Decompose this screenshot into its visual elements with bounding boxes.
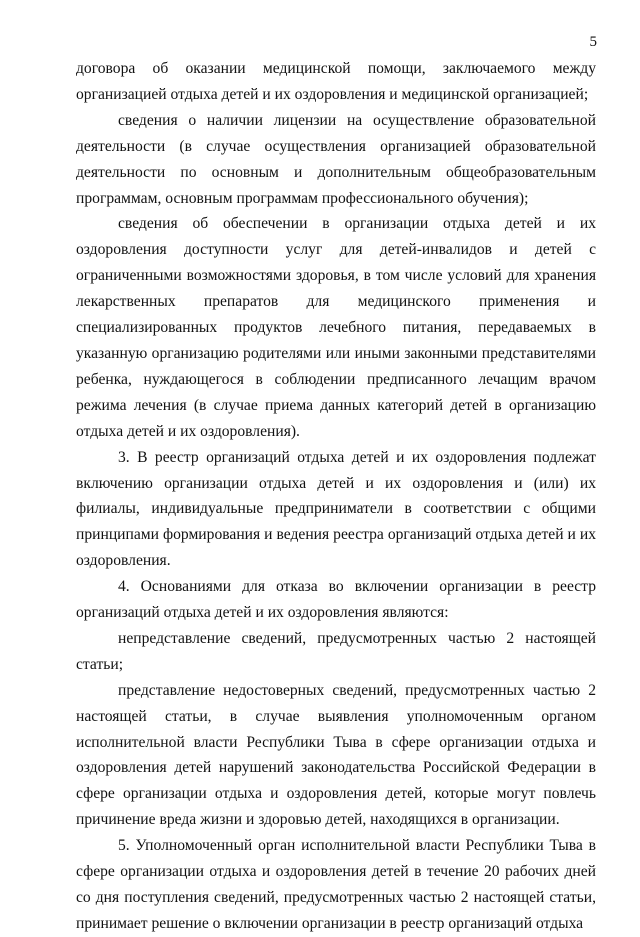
- paragraph-refusal-reason-1: непредставление сведений, предусмотренных частью 2 настоящей статьи;: [76, 629, 596, 673]
- paragraph-section-3: 3. В реестр организаций отдыха детей и их оздоровления подлежат включению организации отдыха детей и их оздоровления и (или) их филиалы, индивидуальные предприниматели в соответствии с общими принципами формирования и ведения реестра организаций отдыха детей и их оздоровления.: [76, 448, 596, 570]
- paragraph-section-5: 5. Уполномоченный орган исполнительной власти Республики Тыва в сфере организации отдыха и оздоровления детей в течение 20 рабочих дней со дня поступления сведений, предусмотренных частью 2 настоящей статьи, принимает решение о включении организации в реестр организаций отдыха: [76, 837, 596, 932]
- paragraph-license-info: сведения о наличии лицензии на осуществление образовательной деятельности (в случае осуществления организацией образовательной деятельности по основным и дополнительным общеобразовательным программам, основным программам профессионального обучения);: [76, 111, 596, 207]
- paragraph-contract: договора об оказании медицинской помощи, заключаемого между организацией отдыха детей и их оздоровления и медицинской организацией;: [76, 60, 596, 103]
- page-number: 5: [589, 34, 597, 50]
- paragraph-section-4: 4. Основаниями для отказа во включении организации в реестр организаций отдыха детей и их оздоровления являются:: [76, 578, 596, 622]
- paragraph-accessibility-info: сведения об обеспечении в организации отдыха детей и их оздоровления доступности услуг для детей-инвалидов и детей с ограниченными возможностями здоровья, в том числе условий для хранения лекарственных препаратов для медицинского применения и специализированных продуктов лечебного питания, передаваемых в указанную организацию родителями или иными законными представителями ребенка, нуждающегося в соблюдении предписанного лечащим врачом режима лечения (в случае приема данных категорий детей в организацию отдыха детей и их оздоровления).: [76, 215, 596, 440]
- document-body: [76, 56, 596, 937]
- paragraph-refusal-reason-2: представление недостоверных сведений, предусмотренных частью 2 настоящей статьи, в случае выявления уполномоченным органом исполнительной власти Республики Тыва в сфере организации отдыха и оздоровления детей нарушений законодательства Российской Федерации в сфере организации отдыха и оздоровления детей, которые могут повлечь причинение вреда жизни и здоровью детей, находящихся в организации.: [76, 681, 596, 829]
